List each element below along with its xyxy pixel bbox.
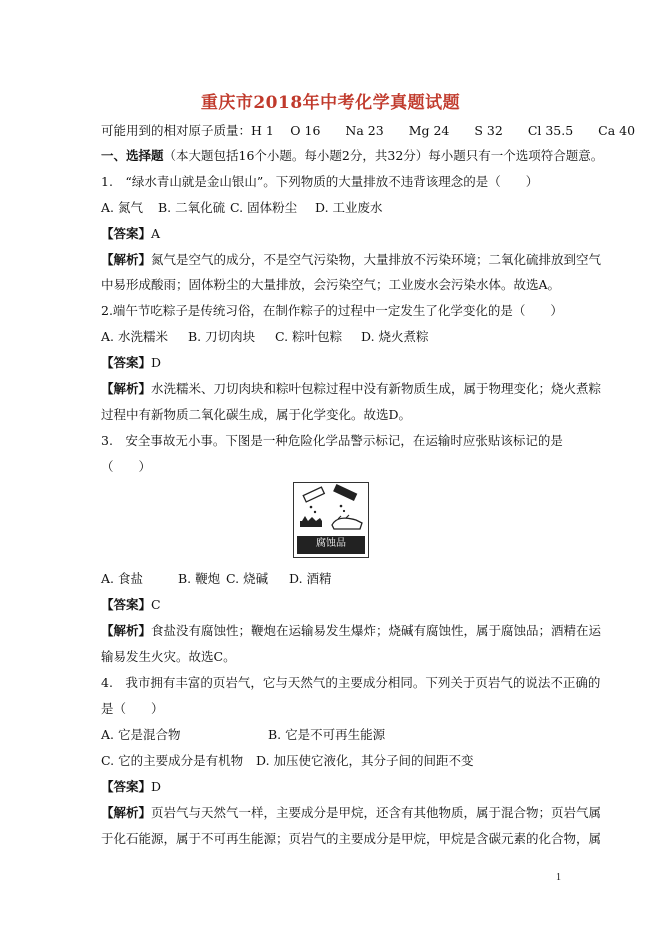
q4-options-row-2 [101, 753, 571, 769]
answer-label: 【答案】 [101, 597, 152, 612]
q1-option-a: A. 氮气 [101, 200, 143, 215]
q4-options-row-1 [101, 727, 571, 743]
q1-option-d: D. 工业废水 [315, 200, 383, 215]
analysis-label: 【解析】 [101, 623, 152, 638]
analysis-label: 【解析】 [101, 381, 152, 396]
q1-stem: 1. “绿水青山就是金山银山”。下列物质的大量排放不违背该理念的是（ ） [101, 174, 539, 189]
q4-option-b: B. 它是不可再生能源 [268, 727, 386, 742]
q1-analysis-text-2: 中易形成酸雨；固体粉尘的大量排放，会污染空气；工业废水会污染水体。故选A。 [101, 277, 561, 292]
q2-analysis-text-2: 过程中有新物质二氧化碳生成，属于化学变化。故选D。 [101, 407, 412, 422]
q2-options [101, 329, 571, 345]
q1-options [101, 200, 571, 216]
answer-label: 【答案】 [101, 779, 152, 794]
q3-analysis-text-1: 食盐没有腐蚀性；鞭炮在运输易发生爆炸；烧碱有腐蚀性，属于腐蚀品；酒精在运 [151, 623, 602, 638]
q2-option-b: B. 刀切肉块 [188, 329, 256, 344]
q2-option-a: A. 水洗糯米 [101, 329, 168, 344]
answer-label: 【答案】 [101, 355, 152, 370]
q1-option-b: B. 二氧化硫 [158, 200, 226, 215]
page-title: 重庆市2018年中考化学真题试题 [200, 93, 461, 113]
q2-analysis [101, 381, 602, 397]
q4-analysis [101, 805, 602, 821]
q4-answer-value: D [151, 779, 162, 794]
q1-option-c: C. 固体粉尘 [230, 200, 298, 215]
q3-analysis [101, 623, 602, 639]
q4-analysis-text-1: 页岩气与天然气一样，主要成分是甲烷，还含有其他物质，属于混合物；页岩气属 [151, 805, 602, 820]
q1-answer-value: A [151, 226, 161, 241]
q3-option-d: D. 酒精 [289, 571, 332, 586]
q3-answer [101, 597, 571, 613]
q2-answer-value: D [151, 355, 162, 370]
sign-label-text: 腐蚀品 [316, 538, 346, 549]
q1-analysis-text-1: 氮气是空气的成分，不是空气污染物，大量排放不污染环境；二氧化硫排放到空气 [151, 252, 602, 267]
q4-stem-1: 4. 我市拥有丰富的页岩气，它与天然气的主要成分相同。下列关于页岩气的说法不正确的 [101, 675, 601, 690]
section-label: 一、选择题 [101, 148, 164, 163]
q2-option-d: D. 烧火煮粽 [361, 329, 429, 344]
q2-option-c: C. 粽叶包粽 [275, 329, 343, 344]
page-number: 1 [556, 872, 561, 883]
q3-answer-value: C [151, 597, 161, 612]
q3-option-b: B. 鞭炮 [178, 571, 221, 586]
corrosive-hazard-sign [293, 482, 369, 558]
analysis-label: 【解析】 [101, 252, 152, 267]
answer-label: 【答案】 [101, 226, 152, 241]
analysis-label: 【解析】 [101, 805, 152, 820]
q2-stem: 2.端午节吃粽子是传统习俗，在制作粽子的过程中一定发生了化学变化的是（ ） [101, 303, 563, 318]
q2-analysis-text-1: 水洗糯米、刀切肉块和粽叶包粽过程中没有新物质生成，属于物理变化；烧火煮粽 [151, 381, 602, 396]
q3-option-c: C. 烧碱 [226, 571, 269, 586]
q1-answer [101, 226, 571, 242]
q1-analysis [101, 252, 602, 268]
q4-analysis-text-2: 于化石能源，属于不可再生能源；页岩气的主要成分是甲烷，甲烷是含碳元素的化合物，属 [101, 831, 602, 846]
q4-answer [101, 779, 571, 795]
q3-stem-1: 3. 安全事故无小事。下图是一种危险化学品警示标记，在运输时应张贴该标记的是 [101, 433, 563, 448]
q4-option-c: C. 它的主要成分是有机物 [101, 753, 244, 768]
q3-analysis-text-2: 输易发生火灾。故选C。 [101, 649, 236, 664]
q4-option-d: D. 加压使它液化，其分子间的间距不变 [256, 753, 474, 768]
q4-option-a: A. 它是混合物 [101, 727, 181, 742]
atomic-masses-line: 可能用到的相对原子质量：H 1 O 16 Na 23 Mg 24 S 32 Cl 35.5 Ca 40 [101, 123, 636, 138]
section-heading [101, 148, 604, 164]
q3-stem-2: （ ） [101, 459, 152, 474]
q4-stem-2: 是（ ） [101, 701, 164, 716]
section-description: （本大题包括16个小题。每小题2分，共32分）每小题只有一个选项符合题意。 [163, 148, 604, 163]
q2-answer [101, 355, 571, 371]
q3-option-a: A. 食盐 [101, 571, 143, 586]
q3-options [101, 571, 571, 587]
